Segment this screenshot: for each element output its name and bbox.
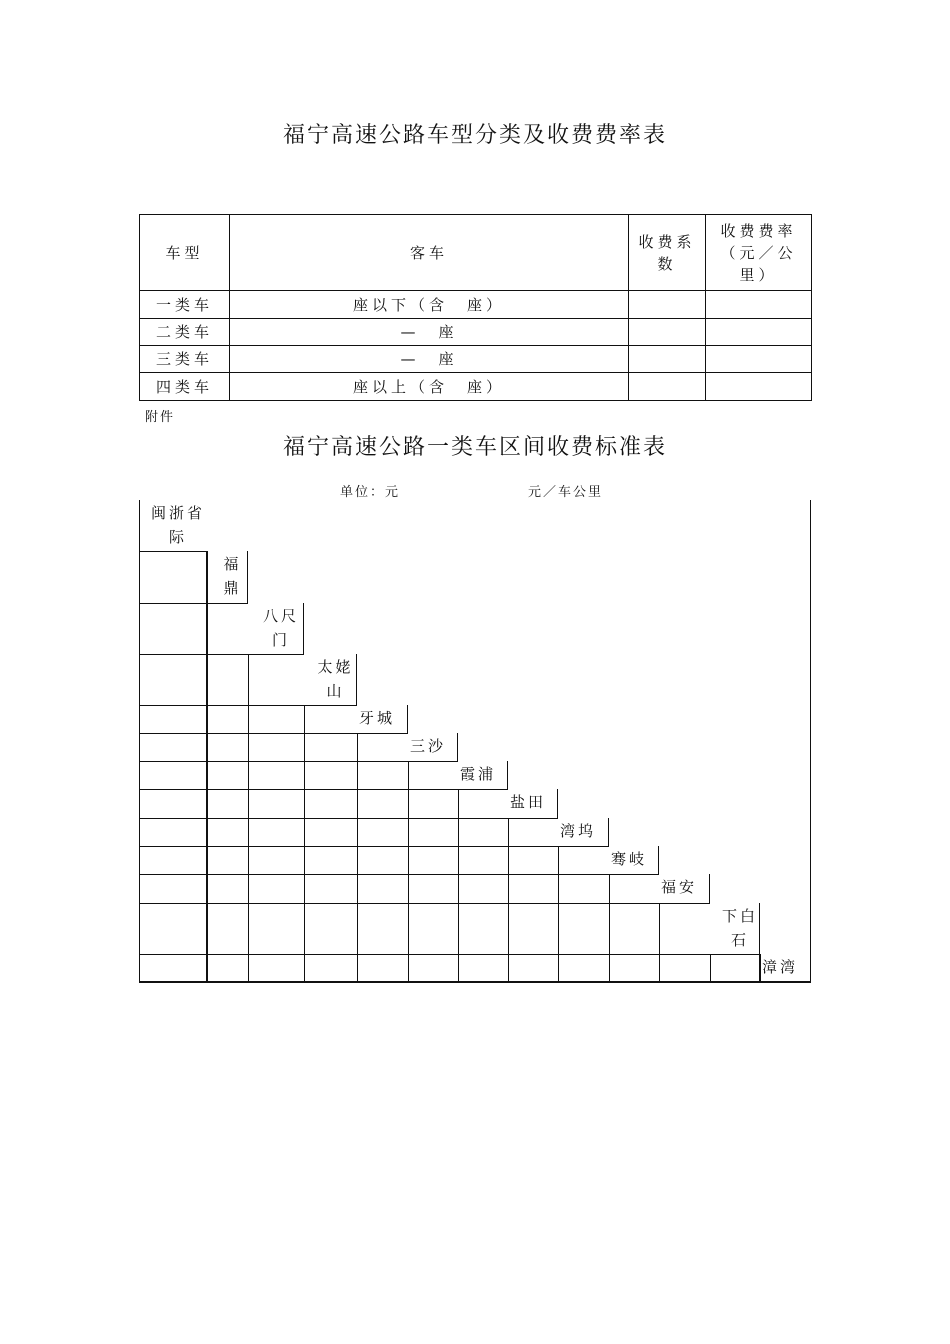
station-label	[209, 552, 256, 600]
toll-cell	[139, 789, 207, 818]
toll-cell	[508, 954, 558, 982]
toll-cell	[357, 761, 408, 789]
toll-cell	[139, 733, 207, 761]
toll-cell	[139, 846, 207, 874]
toll-cell	[458, 846, 508, 874]
section-title: 福宁高速公路一类车区间收费标准表	[282, 435, 667, 460]
row-desc: 座以上（含 座）	[230, 373, 629, 401]
toll-cell	[508, 874, 558, 903]
toll-cell	[304, 954, 357, 982]
toll-cell	[248, 846, 304, 874]
station-label-line: 漳湾	[762, 958, 799, 976]
station-label-line: 门	[271, 631, 290, 649]
stair-edge	[608, 818, 609, 846]
toll-cell	[609, 903, 659, 954]
toll-cell	[304, 874, 357, 903]
toll-cell	[207, 846, 248, 874]
toll-cell	[139, 603, 207, 654]
toll-cell	[458, 954, 508, 982]
toll-cell	[659, 903, 710, 954]
station-label-line: 三沙	[410, 737, 447, 755]
toll-cell	[304, 761, 357, 789]
stair-edge	[356, 654, 357, 705]
unit-label: 单位：元	[340, 485, 401, 500]
toll-cell	[248, 954, 304, 982]
station-label-line: 山	[326, 682, 345, 700]
station-label-line: 鼎	[223, 579, 242, 597]
toll-cell	[139, 818, 207, 846]
matrix-first-column-border	[206, 551, 208, 982]
toll-cell	[357, 874, 408, 903]
station-label-line: 太姥	[317, 658, 354, 676]
toll-cell	[248, 818, 304, 846]
toll-cell	[357, 903, 408, 954]
toll-cell	[609, 874, 659, 903]
station-label-line: 福	[223, 555, 242, 573]
toll-cell	[207, 818, 248, 846]
toll-cell	[139, 903, 207, 954]
toll-cell	[248, 761, 304, 789]
toll-cell	[408, 954, 458, 982]
header-vehicle-type: 车型	[140, 215, 230, 291]
row-desc: — 座	[230, 319, 629, 346]
toll-cell	[207, 705, 248, 733]
toll-cell	[558, 846, 609, 874]
toll-cell	[207, 903, 248, 954]
toll-cell	[357, 954, 408, 982]
toll-cell	[508, 903, 558, 954]
toll-cell	[207, 874, 248, 903]
station-label	[141, 501, 215, 549]
toll-cell	[609, 954, 659, 982]
station-label-line: 际	[168, 528, 187, 546]
row-type: 四类车	[140, 373, 230, 401]
toll-cell	[207, 954, 248, 982]
attachment-label: 附件	[145, 410, 176, 425]
toll-cell	[357, 846, 408, 874]
toll-cell	[304, 846, 357, 874]
toll-cell	[248, 705, 304, 733]
matrix-left-border	[139, 500, 140, 982]
station-label-line: 盐田	[510, 793, 547, 811]
toll-cell	[139, 954, 207, 982]
header-toll-coefficient: 收费系数	[629, 215, 706, 291]
stair-edge	[457, 733, 458, 761]
toll-cell	[139, 705, 207, 733]
toll-cell	[710, 954, 760, 982]
row-type: 二类车	[140, 319, 230, 346]
toll-cell	[207, 733, 248, 761]
toll-cell	[558, 903, 609, 954]
stair-edge	[759, 903, 760, 954]
header-passenger-car: 客车	[230, 215, 629, 291]
toll-cell	[408, 789, 458, 818]
toll-cell	[207, 789, 248, 818]
toll-cell	[408, 903, 458, 954]
toll-cell	[139, 761, 207, 789]
header-toll-rate: 收费费率（元／公里）	[706, 215, 812, 291]
row-type: 三类车	[140, 346, 230, 373]
toll-cell	[458, 818, 508, 846]
toll-cell	[558, 954, 609, 982]
toll-cell	[304, 903, 357, 954]
page-title: 福宁高速公路车型分类及收费费率表	[282, 123, 667, 148]
toll-cell	[248, 654, 304, 705]
toll-cell	[508, 818, 558, 846]
toll-cell	[304, 705, 357, 733]
stair-edge	[407, 705, 408, 733]
stair-edge	[507, 761, 508, 789]
toll-cell	[458, 789, 508, 818]
row-desc: — 座	[230, 346, 629, 373]
station-label-line: 闽浙省	[150, 504, 205, 522]
stair-edge	[303, 603, 304, 654]
station-label-line: 福安	[661, 878, 698, 896]
toll-cell	[207, 603, 248, 654]
toll-cell	[248, 733, 304, 761]
toll-cell	[357, 789, 408, 818]
toll-cell	[408, 818, 458, 846]
station-label-line: 霞浦	[460, 765, 497, 783]
station-label-line: 八尺	[262, 607, 299, 625]
toll-cell	[304, 818, 357, 846]
toll-cell	[408, 846, 458, 874]
unit-rate-label: 元／车公里	[528, 485, 604, 500]
toll-cell	[408, 874, 458, 903]
toll-cell	[659, 954, 710, 982]
toll-cell	[248, 903, 304, 954]
station-label-line: 下白	[721, 907, 758, 925]
toll-cell	[248, 874, 304, 903]
stair-edge-last	[759, 954, 761, 982]
row-type: 一类车	[140, 291, 230, 319]
station-label-line: 石	[730, 931, 749, 949]
toll-cell	[248, 789, 304, 818]
toll-cell	[139, 551, 207, 603]
matrix-right-border	[810, 500, 811, 983]
station-label-line: 湾坞	[560, 822, 597, 840]
toll-cell	[357, 733, 408, 761]
matrix-bottom-border	[139, 981, 811, 983]
toll-cell	[207, 654, 248, 705]
stair-edge	[557, 789, 558, 818]
toll-cell	[508, 846, 558, 874]
station-label-line: 牙城	[359, 709, 396, 727]
row-desc: 座以下（含 座）	[230, 291, 629, 319]
toll-cell	[357, 818, 408, 846]
stair-edge	[709, 874, 710, 903]
stair-edge	[658, 846, 659, 874]
toll-cell	[139, 874, 207, 903]
toll-cell	[558, 874, 609, 903]
toll-cell	[458, 874, 508, 903]
toll-cell	[408, 761, 458, 789]
station-label-line: 骞岐	[611, 850, 648, 868]
toll-cell	[139, 654, 207, 705]
toll-cell	[304, 789, 357, 818]
toll-cell	[304, 733, 357, 761]
stair-edge	[247, 551, 248, 603]
toll-cell	[458, 903, 508, 954]
stair-edge	[810, 954, 811, 982]
toll-cell	[207, 761, 248, 789]
